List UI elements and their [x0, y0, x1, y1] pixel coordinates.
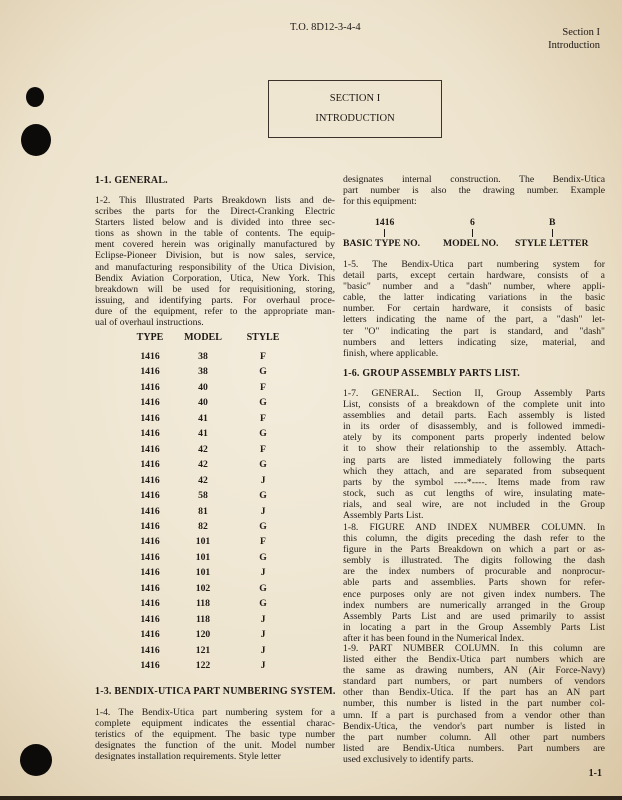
cell-type: 1416 — [140, 629, 160, 641]
cell-model: 118 — [196, 613, 210, 625]
section-title-box — [268, 80, 442, 138]
paragraph-1-8 — [343, 522, 605, 644]
text-line: after it has been found in the Numerical Index. — [343, 632, 525, 644]
cell-style: G — [259, 520, 267, 532]
table-row — [105, 382, 305, 394]
table-header-row — [105, 332, 305, 344]
section-label: Section I — [562, 27, 600, 38]
cell-style: G — [259, 598, 267, 610]
table-row — [105, 660, 305, 672]
text-line: for this equipment: — [343, 196, 417, 208]
cell-style: J — [260, 567, 266, 579]
cell-model: 58 — [198, 490, 208, 502]
text-line: listed either the Bendix-Utica part numbers which are — [343, 654, 605, 666]
example-model-tick — [472, 229, 473, 237]
text-line: parts by the symbol ----*----. Items made from raw — [343, 476, 605, 488]
text-line: 1-5. The Bendix-Utica part numbering system for — [343, 259, 605, 270]
text-line: ment covered herein was originally manufactured by — [95, 239, 335, 251]
text-line: breakdown will be used for requisitioning, storing, — [95, 283, 335, 295]
text-line: 1-9. PART NUMBER COLUMN. In this column are — [343, 643, 605, 654]
text-line: designates the function of the unit. Model number — [95, 740, 335, 752]
cell-model: 101 — [195, 551, 211, 563]
text-line: issuing, and identifying parts. For overhaul proce- — [95, 294, 335, 306]
table-row — [105, 459, 305, 471]
text-line: Bendix-Utica, the vendor's part number is listed in — [343, 720, 605, 732]
text-line: Bendix Aviation Corporation, Utica, New York. This — [95, 272, 335, 284]
text-line: sembly is illustrated. The digits following the dash — [343, 555, 605, 567]
cell-style: G — [259, 582, 267, 594]
binder-hole-large — [20, 744, 52, 776]
table-row — [105, 475, 305, 487]
binder-hole-large — [21, 124, 51, 156]
table-row — [105, 552, 305, 564]
cell-type: 1416 — [140, 598, 160, 610]
cell-style: J — [260, 613, 266, 625]
table-row — [105, 444, 305, 456]
text-line: stock, such as cut lengths of wire, insulating mate- — [343, 487, 605, 499]
text-line: finish, where applicable. — [343, 347, 439, 359]
cell-style: G — [259, 459, 267, 471]
table-row — [105, 413, 305, 425]
cell-type: 1416 — [140, 567, 160, 579]
header-type: TYPE — [136, 332, 164, 343]
cell-type: 1416 — [140, 536, 160, 548]
paragraph-1-7 — [343, 388, 605, 521]
text-line: index numbers are numerically arranged in the Group — [343, 599, 605, 611]
text-line: designates installation requirements. Style letter — [95, 751, 281, 763]
cell-model: 122 — [195, 660, 211, 671]
text-line: other than Bendix-Utica. If the part has an AN part — [343, 687, 605, 699]
text-line: listed are Bendix-Utica numbers. Part numbers are — [343, 742, 605, 754]
cell-style: G — [259, 551, 267, 563]
text-line: ence purposes only are not given index numbers. The — [343, 588, 605, 600]
paragraph-1-2 — [95, 195, 335, 328]
text-line: it to show their relationship to the assembly. Attach- — [343, 443, 605, 455]
text-line: number, this number is listed in the part number col- — [343, 698, 605, 710]
cell-style: F — [260, 351, 266, 362]
cell-model: 40 — [198, 381, 208, 393]
cell-model: 82 — [198, 520, 208, 532]
example-type-value: 1416 — [375, 217, 395, 228]
cell-style: G — [259, 428, 267, 440]
example-type-label: BASIC TYPE NO. — [343, 238, 421, 249]
section-subheading: INTRODUCTION — [315, 113, 395, 124]
text-line: ual of overhaul instructions. — [95, 317, 204, 329]
text-line: ing parts are listed immediately following the parts — [343, 454, 605, 466]
text-line: the part number column. All other part numbers — [343, 731, 605, 743]
text-line: 1-4. The Bendix-Utica part numbering system for a — [95, 707, 335, 718]
cell-type: 1416 — [140, 381, 160, 393]
cell-model: 120 — [195, 629, 211, 641]
cell-type: 1416 — [140, 428, 160, 440]
heading-1-3: 1-3. BENDIX-UTICA PART NUMBERING SYSTEM. — [95, 686, 336, 697]
text-line: Eclipse-Pioneer Division, but is now sales, service, — [95, 250, 335, 262]
cell-style: F — [260, 381, 266, 393]
cell-type: 1416 — [140, 520, 160, 532]
section-heading: SECTION I — [329, 93, 381, 104]
text-line: in its order of disassembly, and is followed immedi- — [343, 421, 605, 433]
example-style-label: STYLE LETTER — [515, 238, 589, 249]
text-line: numbers and letters indicating size, material, and — [343, 336, 605, 348]
text-line: scribes the parts for the Direct-Cranking Electric — [95, 206, 335, 218]
text-line: the same as drawing numbers, AN (Air Force-Navy) — [343, 665, 605, 677]
text-line: teristics of the equipment. The basic type number — [95, 729, 335, 741]
cell-model: 42 — [198, 459, 208, 471]
cell-model: 102 — [195, 582, 211, 594]
cell-model: 121 — [195, 644, 211, 656]
document-number: T.O. 8D12-3-4-4 — [290, 22, 361, 33]
text-line: are the index numbers of procurable and nonprocur- — [343, 566, 605, 578]
cell-type: 1416 — [140, 551, 160, 563]
cell-model: 41 — [198, 428, 208, 440]
text-line: Assembly Parts List and are used primarily to assist — [343, 610, 605, 622]
cell-type: 1416 — [140, 443, 160, 455]
table-row — [105, 521, 305, 533]
text-line: assemblies and detail parts. Each assembly is listed — [343, 410, 605, 422]
cell-model: 41 — [198, 412, 208, 424]
cell-style: J — [260, 660, 266, 671]
text-line: designates internal construction. The Bendix-Utica — [343, 174, 605, 185]
text-line: used exclusively to identify parts. — [343, 753, 474, 765]
text-line: Starters listed below and is divided into three sec- — [95, 217, 335, 229]
text-line: in locating a part in the Group Assembly Parts List — [343, 621, 605, 633]
cell-style: J — [260, 629, 266, 641]
table-row — [105, 583, 305, 595]
text-line: ter "O" indicating the part is standard, and "dash" — [343, 325, 605, 337]
binder-hole-small — [26, 87, 44, 107]
table-row — [105, 598, 305, 610]
table-row — [105, 629, 305, 641]
table-row — [105, 614, 305, 626]
text-line: 1-7. GENERAL. Section II, Group Assembly Parts — [343, 388, 605, 399]
table-row — [105, 506, 305, 518]
text-line: number. For certain hardware, it consists of basic — [343, 303, 605, 315]
text-line: which they attach, and are separated from subsequent — [343, 465, 605, 477]
text-line: detail parts, except certain hardware, consists of a — [343, 270, 605, 282]
text-line: "basic" number and a "dash" number, where appli- — [343, 281, 605, 293]
text-line: 1-8. FIGURE AND INDEX NUMBER COLUMN. In — [343, 522, 605, 533]
cell-model: 38 — [198, 366, 208, 378]
cell-type: 1416 — [140, 660, 160, 671]
cell-style: F — [260, 412, 266, 424]
text-line: this column, the digits preceding the dash refer to the — [343, 533, 605, 545]
text-line: dure of the equipment, refer to the appropriate man- — [95, 305, 335, 317]
header-model: MODEL — [184, 332, 222, 343]
cell-type: 1416 — [140, 474, 160, 486]
cell-style: J — [260, 474, 266, 486]
paragraph-continuation — [343, 174, 605, 207]
text-line: Assembly Parts List. — [343, 510, 424, 522]
cell-model: 40 — [198, 397, 208, 409]
example-model-label: MODEL NO. — [443, 238, 499, 249]
text-line: ately by its component parts properly indented below — [343, 432, 605, 444]
cell-style: J — [260, 644, 266, 656]
example-type-tick — [384, 229, 385, 237]
text-line: part number is also the drawing number. Example — [343, 185, 605, 197]
cell-type: 1416 — [140, 644, 160, 656]
cell-model: 42 — [198, 474, 208, 486]
text-line: List, consists of a breakdown of the complete unit into — [343, 399, 605, 411]
cell-model: 118 — [196, 598, 210, 610]
paragraph-1-9 — [343, 643, 605, 765]
text-line: 1-2. This Illustrated Parts Breakdown lists and de- — [95, 195, 335, 206]
text-line: standard part numbers, or part numbers of vendors — [343, 676, 605, 688]
heading-1-1: 1-1. GENERAL. — [95, 175, 168, 186]
cell-type: 1416 — [140, 505, 160, 517]
cell-type: 1416 — [140, 351, 160, 362]
paragraph-1-4 — [95, 707, 335, 762]
page-number: 1-1 — [588, 768, 602, 779]
cell-type: 1416 — [140, 397, 160, 409]
text-line: able parts and assemblies. Parts shown for refer- — [343, 577, 605, 589]
header-style: STYLE — [246, 332, 280, 343]
cell-model: 101 — [195, 536, 211, 548]
text-line: letters indicating the name of the part, a "dash" let- — [343, 314, 605, 326]
cell-type: 1416 — [140, 366, 160, 378]
section-title-label: Introduction — [548, 40, 600, 51]
table-row — [105, 536, 305, 548]
cell-style: G — [259, 366, 267, 378]
cell-model: 38 — [198, 351, 208, 362]
cell-model: 42 — [198, 443, 208, 455]
cell-style: G — [259, 490, 267, 502]
cell-type: 1416 — [140, 459, 160, 471]
text-line: umn. If a part is purchased from a vendor other than — [343, 709, 605, 721]
cell-type: 1416 — [140, 412, 160, 424]
table-row — [105, 397, 305, 409]
text-line: figure in the Parts Breakdown on which a part or as- — [343, 544, 605, 556]
text-line: tions as shown in the table of contents. The equip- — [95, 228, 335, 240]
table-row — [105, 351, 305, 363]
cell-type: 1416 — [140, 613, 160, 625]
text-line: cable, the latter indicating variations in the basic — [343, 292, 605, 304]
cell-style: F — [260, 536, 266, 548]
cell-style: G — [259, 397, 267, 409]
cell-model: 81 — [198, 505, 208, 517]
text-line: complete equipment indicates the essential charac- — [95, 718, 335, 730]
cell-type: 1416 — [140, 490, 160, 502]
cell-model: 101 — [195, 567, 211, 579]
table-row — [105, 567, 305, 579]
cell-style: F — [260, 443, 266, 455]
table-row — [105, 428, 305, 440]
heading-1-6: 1-6. GROUP ASSEMBLY PARTS LIST. — [343, 368, 521, 379]
table-row — [105, 366, 305, 378]
example-style-value: B — [549, 217, 556, 228]
table-row — [105, 490, 305, 502]
page-edge — [0, 796, 622, 800]
table-row — [105, 645, 305, 657]
example-style-tick — [552, 229, 553, 237]
text-line: and manufacturing responsibility of the Utica Division, — [95, 261, 335, 273]
cell-style: J — [260, 505, 266, 517]
text-line: rials, and seal wire, are not included in the Group — [343, 498, 605, 510]
cell-type: 1416 — [140, 582, 160, 594]
example-model-value: 6 — [470, 217, 475, 228]
paragraph-1-5 — [343, 259, 605, 359]
